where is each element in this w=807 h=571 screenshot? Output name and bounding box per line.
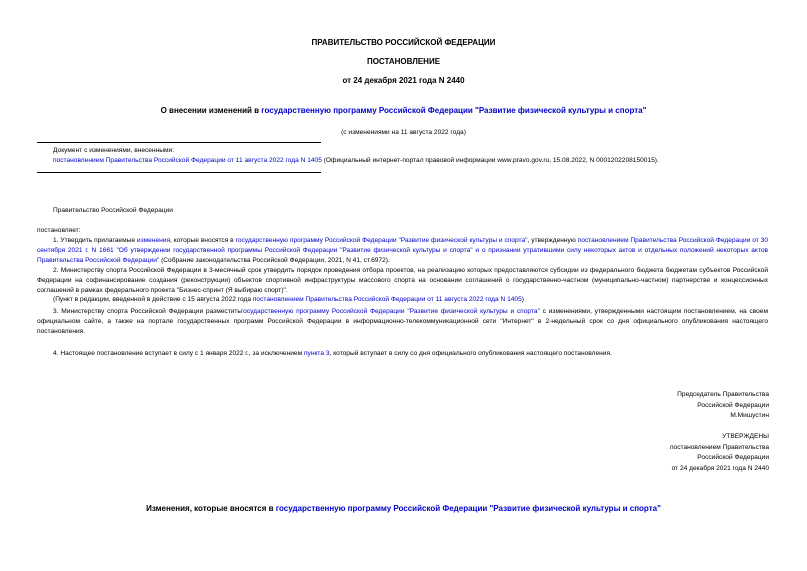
p2-note-text-a: (Пункт в редакции, введенной в действие с 15 августа 2022 года: [53, 296, 253, 303]
title-program-link[interactable]: государственную программу Российской Федерации "Развитие физической культуры и спорта": [261, 106, 647, 115]
signature-position: Председатель Правительства: [677, 391, 769, 398]
divider-top: [37, 142, 321, 143]
approval-organization: Российской Федерации: [697, 454, 769, 461]
p4-text-a: 4. Настоящее постановление вступает в силу с 1 января 2022 г., за исключением: [53, 350, 304, 357]
p1-text-b: , которые вносятся в: [170, 237, 236, 244]
decree-1661-link[interactable]: постановлением Правительства Российской Федерации от 30 сентября 2021 г. N 1661 "Об утверждении государственной программы Российской Федерации "Развитие физической культуры и спорта" и о признании утратившими силу некоторых актов и отдельных положений некоторых актов Правительства Российской Федерации": [37, 237, 768, 264]
clause-3-link[interactable]: пункта 3: [303, 350, 330, 357]
document-type: ПОСТАНОВЛЕНИЕ: [366, 57, 441, 66]
amending-decree-link[interactable]: постановлением Правительства Российской Федерации от 11 августа 2022 года N 1405: [53, 157, 322, 164]
p3-program-link[interactable]: государственную программу Российской Федерации "Развитие физической культуры и спорта": [240, 308, 540, 315]
document-title: [0, 106, 807, 115]
paragraph-2: 2. Министерству спорта Российской Федерации в 3-месячный срок утвердить порядок проведения отбора проектов, на реализацию которых предоставляются субсидии из федерального бюджета бюджетам субъектов Российской Федерации на софинансирование создания (реконструкции) объектов спортивной инфраструктуры массового спорта на основании соглашений о государственно-частном (муниципально-частном) партнерстве и концессионных соглашений в рамках федерального проекта "Бизнес-спринт (Я выбираю спорт)".: [37, 267, 768, 294]
changes-reference: [53, 157, 659, 164]
annex-title: [0, 504, 807, 513]
p3-text-b: с изменениями, утвержденными настоящим постановлением, на своем официальном сайте, а также на портале государственных программ Российской Федерации в информационно-телекоммуникационной сети "Интернет" в 2-недельный срок со дня официального опубликования настоящего постановления.: [37, 308, 768, 335]
p2-note-text-b: ): [521, 296, 524, 303]
changes-source: (Официальный интернет-портал правовой информации www.pravo.gov.ru, 15.08.2022, N 0001202208150015).: [321, 157, 659, 164]
p3-text-a: 3. Министерству спорта Российской Федерации разместить: [53, 308, 241, 315]
amended-note: (с изменениями на 11 августа 2022 года): [341, 129, 466, 136]
signature-name: М.Мишустин: [730, 412, 769, 419]
decree-verb: постановляет:: [37, 227, 81, 234]
p1-text-a: 1. Утвердить прилагаемые: [53, 237, 137, 244]
approval-heading: УТВЕРЖДЕНЫ: [722, 433, 769, 440]
signature-organization: Российской Федерации: [697, 401, 769, 409]
approval-block: [670, 432, 769, 474]
paragraph-2-note: [53, 296, 524, 303]
title-prefix: О внесении изменений в: [160, 106, 262, 115]
approval-by: постановлением Правительства: [669, 443, 769, 451]
p4-text-b: , который вступает в силу со дня официального опубликования настоящего постановления.: [329, 350, 612, 357]
divider-bottom: [37, 172, 321, 173]
government-heading: ПРАВИТЕЛЬСТВО РОССИЙСКОЙ ФЕДЕРАЦИИ: [311, 38, 496, 47]
annex-program-link[interactable]: государственную программу Российской Федерации "Развитие физической культуры и спорта": [275, 504, 661, 513]
paragraph-3: [37, 307, 768, 337]
annex-title-prefix: Изменения, которые вносятся в: [146, 504, 276, 513]
approval-date-number: от 24 декабря 2021 года N 2440: [671, 464, 769, 472]
document-date-number: от 24 декабря 2021 года N 2440: [342, 76, 465, 85]
paragraph-1: [37, 236, 768, 266]
issuer: Правительство Российской Федерации: [53, 207, 173, 214]
signature-block: [677, 390, 769, 422]
paragraph-4: [53, 350, 612, 357]
p1-program-link[interactable]: государственную программу Российской Федерации "Развитие физической культуры и спорта": [235, 237, 528, 244]
p1-text-d: (Собрание законодательства Российской Федерации, 2021, N 41, ст.6972).: [159, 257, 390, 264]
changes-link[interactable]: изменения: [136, 237, 171, 244]
changes-intro: Документ с изменениями, внесенными:: [53, 147, 175, 154]
p1-text-c: , утвержденную: [527, 237, 578, 244]
p2-note-decree-link[interactable]: постановлением Правительства Российской Федерации от 11 августа 2022 года N 1405: [252, 296, 522, 303]
